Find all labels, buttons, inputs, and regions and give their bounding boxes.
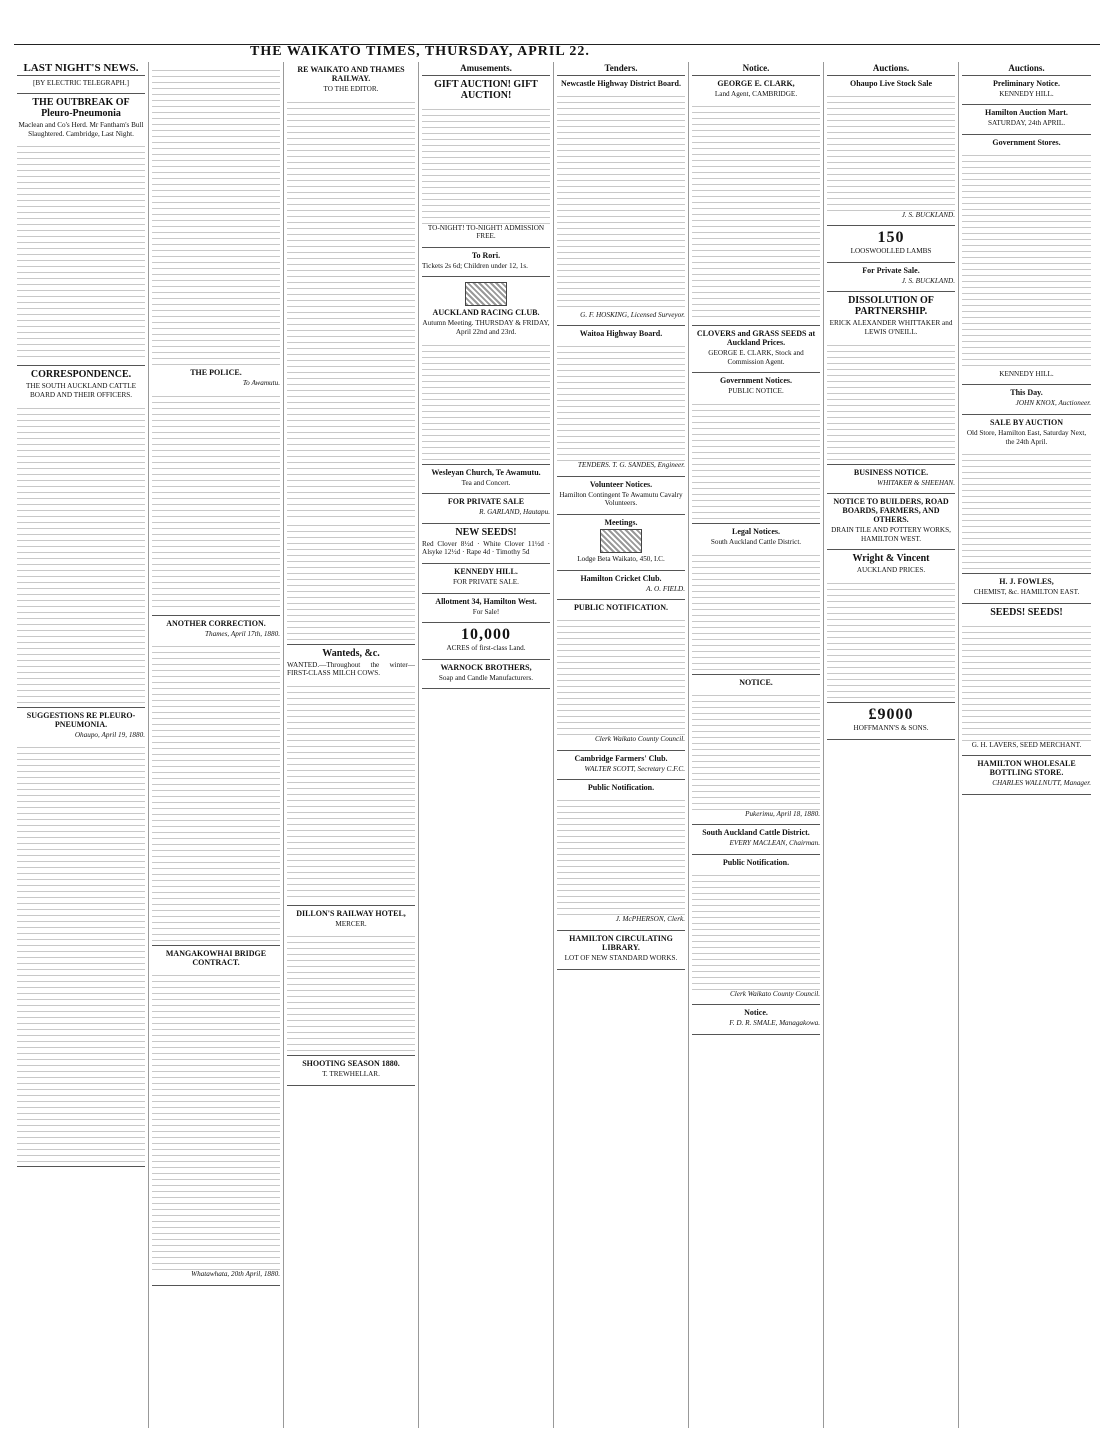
ad-headline-number: 150 <box>877 229 905 247</box>
private-sale-ad <box>422 494 550 524</box>
column-heading: Amusements. <box>422 62 550 76</box>
public-notification <box>692 855 820 1006</box>
telegraph-byline: [BY ELECTRIC TELEGRAPH.] <box>32 78 130 87</box>
column-heading: Auctions. <box>827 62 955 76</box>
ad-body-text <box>692 690 820 810</box>
ad-heading: NOTICE TO BUILDERS, ROAD BOARDS, FARMERS, AND OTHERS. <box>833 497 949 525</box>
ad-heading: WARNOCK BROTHERS, <box>440 662 532 672</box>
column-3 <box>284 62 419 1428</box>
ad-heading: H. J. FOWLES, <box>999 577 1054 587</box>
ad-text: LOT OF NEW STANDARD WORKS. <box>564 953 678 962</box>
masthead <box>0 0 1114 60</box>
ad-body-text <box>422 340 550 460</box>
wanted-ads <box>287 645 415 906</box>
ad-body-text <box>557 341 685 461</box>
ad-body-text <box>557 91 685 311</box>
cattle-district-notice <box>692 825 820 855</box>
ad-body-text <box>962 621 1091 741</box>
article-body-text <box>17 403 145 703</box>
article-heading: MANGAKOWHAI BRIDGE CONTRACT. <box>165 949 267 968</box>
article-heading: CORRESPONDENCE. <box>30 369 132 381</box>
ad-heading: Notice. <box>744 1008 768 1018</box>
land-agent-ad <box>692 76 820 327</box>
warnock-ad <box>422 660 550 690</box>
ad-text: Old Store, Hamilton East, Saturday Next, the 24th April. <box>966 428 1087 446</box>
ad-text: PUBLIC NOTICE. <box>728 387 784 396</box>
seed-merchant-ad <box>962 604 1091 757</box>
ad-signature: Clerk Waikato County Council. <box>730 989 820 998</box>
chemist-ad <box>962 574 1091 604</box>
livestock-sale-ad <box>827 76 955 227</box>
ad-heading: NEW SEEDS! <box>455 526 517 538</box>
ad-heading: FOR PRIVATE SALE <box>447 497 525 507</box>
ad-heading: SEEDS! SEEDS! <box>990 606 1063 618</box>
ad-text: Land Agent, CAMBRIDGE. <box>714 89 798 98</box>
article-body-text <box>152 641 280 941</box>
ad-heading: Cambridge Farmers' Club. <box>574 753 668 763</box>
ad-text: CHEMIST, &c. HAMILTON EAST. <box>973 588 1080 597</box>
ad-signature: KENNEDY HILL. <box>999 89 1054 98</box>
ad-text: GEORGE E. CLARK, Stock and Commission Agent. <box>708 349 804 366</box>
article <box>287 62 415 645</box>
bottling-store-ad <box>962 756 1091 795</box>
piano-ad <box>827 703 955 740</box>
ad-heading: For Private Sale. <box>862 265 920 275</box>
ad-heading: Volunteer Notices. <box>589 479 653 489</box>
ad-signature: J. McPHERSON, Clerk. <box>615 915 685 924</box>
article-heading: THE POLICE. <box>190 368 242 377</box>
column-6 <box>689 62 824 1428</box>
ad-signature: KENNEDY HILL. <box>999 369 1054 378</box>
ad-signature: WHITAKER & SHEEHAN. <box>877 478 955 487</box>
ad-signature: J. S. BUCKLAND. <box>901 210 955 219</box>
ad-heading: Public Notification. <box>587 783 655 793</box>
ad-text: AUCKLAND PRICES. <box>856 566 926 575</box>
cricket-notice <box>557 571 685 601</box>
ad-heading: Ohaupo Live Stock Sale <box>849 78 932 88</box>
ad-body-text <box>692 101 820 321</box>
ad-text: ERICK ALEXANDER WHITTAKER and LEWIS O'NEILL. <box>829 319 953 336</box>
ad-text: Hamilton Contingent Te Awamutu Cavalry Volunteers. <box>559 490 683 508</box>
ad-signature: F. D. R. SMALE, Managakowa. <box>729 1019 820 1028</box>
column-heading: LAST NIGHT'S NEWS. <box>17 62 145 76</box>
ad-body-text <box>692 870 820 990</box>
article-body-text <box>17 141 145 361</box>
seeds-ad <box>692 326 820 373</box>
ad-signature: JOHN KNOX, Auctioneer. <box>1015 399 1091 408</box>
ad-text: G. H. LAVERS, SEED MERCHANT. <box>971 740 1082 749</box>
ad-headline-number: £9000 <box>868 705 914 723</box>
preliminary-notice <box>962 76 1091 106</box>
article <box>17 366 145 707</box>
telegraph-notice <box>17 76 145 95</box>
ad-heading: Government Stores. <box>992 137 1061 147</box>
land-ad <box>422 623 550 660</box>
ad-heading: NOTICE. <box>739 677 773 687</box>
article <box>152 946 280 1286</box>
ad-headline-number: 10,000 <box>461 626 511 644</box>
this-day-ad <box>962 385 1091 415</box>
ad-heading: HAMILTON CIRCULATING LIBRARY. <box>569 933 673 952</box>
ad-body-text <box>827 340 955 460</box>
article-body-text <box>287 97 415 517</box>
ad-text: For Sale! <box>472 607 500 616</box>
article-body-text <box>152 65 280 365</box>
ad-text: Lodge Beta Waikato, 450, I.C. <box>577 554 665 563</box>
article <box>17 708 145 1168</box>
ad-heading: PUBLIC NOTIFICATION. <box>573 603 669 613</box>
ad-heading: To Rori. <box>471 250 501 260</box>
gift-auction-ad <box>422 76 550 248</box>
article-heading: RE WAIKATO AND THAMES RAILWAY. <box>297 65 405 83</box>
ad-heading: South Auckland Cattle District. <box>702 828 810 838</box>
church-ad <box>422 465 550 495</box>
ad-heading: GIFT AUCTION! GIFT AUCTION! <box>434 78 538 101</box>
legal-notice <box>692 524 820 675</box>
ad-signature: A. O. FIELD. <box>646 584 685 593</box>
article-body-text <box>287 520 415 640</box>
ad-heading: Newcastle Highway District Board. <box>561 78 681 88</box>
article-dateline: Ohaupo, April 19, 1880. <box>74 730 145 739</box>
article-body-text <box>17 742 145 1162</box>
dissolution-notice <box>827 292 955 464</box>
lodge-emblem-icon <box>600 529 642 553</box>
ad-heading: Waitoa Highway Board. <box>579 329 663 339</box>
ad-heading: Meetings. <box>604 517 638 527</box>
ad-heading: Government Notices. <box>720 376 792 386</box>
ad-body-text <box>422 104 550 224</box>
newspaper-title: THE WAIKATO TIMES, THURSDAY, APRIL 22. <box>250 44 590 59</box>
ad-body-text <box>962 150 1091 370</box>
column-2 <box>149 62 284 1428</box>
farmers-club-notice <box>557 751 685 781</box>
ad-text: ACRES of first-class Land. <box>446 644 526 653</box>
wright-vincent-ad <box>827 550 955 703</box>
ad-text: FOR PRIVATE SALE. <box>453 577 519 586</box>
auction-sale-ad <box>962 415 1091 574</box>
ad-text: Soap and Candle Manufacturers. <box>438 673 534 682</box>
notice <box>692 675 820 826</box>
column-heading: Tenders. <box>557 62 685 76</box>
ad-text: South Auckland Cattle District. <box>710 537 802 546</box>
builders-notice <box>827 494 955 550</box>
ad-heading: DILLON'S RAILWAY HOTEL, <box>296 908 406 918</box>
horse-woodcut-icon <box>465 282 507 306</box>
ad-signature: Clerk Waikato County Council. <box>595 735 685 744</box>
ad-text: HOFFMANN'S & SONS. <box>853 723 929 732</box>
ad-body-text <box>692 399 820 519</box>
business-notice <box>827 465 955 495</box>
ad-text: Autumn Meeting. THURSDAY & FRIDAY, April 22nd and 23rd. <box>422 319 550 336</box>
ad-heading: BUSINESS NOTICE. <box>853 467 929 477</box>
ad-heading: Allotment 34, Hamilton West. <box>435 596 537 606</box>
ad-signature: Pukerimu, April 18, 1880. <box>745 809 820 818</box>
ad-signature: R. GARLAND, Hautapu. <box>479 508 550 517</box>
ad-text: WANTED.—Throughout the winter—FIRST-CLASS MILCH COWS. <box>287 660 415 678</box>
ad-body-text <box>287 931 415 1051</box>
article-heading: THE OUTBREAK OF Pleuro-Pneumonia <box>32 97 130 120</box>
ad-heading: Hamilton Cricket Club. <box>580 573 662 583</box>
ad-text: LOOSWOOLLED LAMBS <box>850 247 932 256</box>
ad-heading: Preliminary Notice. <box>993 78 1060 88</box>
ad-text: Tickets 2s 6d; Children under 12, 1s. <box>422 261 528 270</box>
tender-notice <box>557 76 685 327</box>
ad-signature: EVERY MACLEAN, Chairman. <box>729 839 820 848</box>
ad-body-text <box>827 91 955 211</box>
ad-heading: KENNEDY HILL. <box>454 566 518 576</box>
column-4 <box>419 62 554 1428</box>
ad-heading: Legal Notices. <box>732 526 780 536</box>
ad-body-text <box>962 449 1091 569</box>
ad-signature: TENDERS. T. G. SANDES, Engineer. <box>577 461 685 470</box>
library-ad <box>557 931 685 970</box>
ad-body-text <box>827 578 955 698</box>
ad-signature: G. F. HOSKING, Licensed Surveyor. <box>580 310 685 319</box>
ad-subheading: MERCER. <box>335 919 367 928</box>
article <box>17 94 145 366</box>
article-dateline: Whatawhata, 20th April, 1880. <box>191 1270 280 1279</box>
notice <box>692 1005 820 1035</box>
volunteer-notice <box>557 477 685 515</box>
hotel-ad <box>287 906 415 1057</box>
ad-signature: J. S. BUCKLAND. <box>901 276 955 285</box>
column-8 <box>959 62 1094 1428</box>
ad-text: DRAIN TILE AND POTTERY WORKS, HAMILTON WEST. <box>831 526 951 543</box>
article-dateline: Thames, April 17th, 1880. <box>205 629 280 638</box>
column-1 <box>14 62 149 1428</box>
ad-heading: DISSOLUTION OF PARTNERSHIP. <box>848 295 934 318</box>
ad-heading: CLOVERS and GRASS SEEDS at Auckland Prices. <box>696 329 816 348</box>
article-subheading: Maclean and Co's Herd. Mr Fantham's Bull Slaughtered. Cambridge, Last Night. <box>18 121 144 138</box>
ad-body-text <box>692 550 820 670</box>
ad-heading: GEORGE E. CLARK, <box>717 78 795 88</box>
column-5 <box>554 62 689 1428</box>
ad-heading: Public Notification. <box>722 857 790 867</box>
tender-notice <box>557 326 685 477</box>
public-notification <box>557 780 685 931</box>
seeds-ad <box>422 524 550 564</box>
government-notice <box>692 373 820 524</box>
ad-heading: This Day. <box>1010 388 1043 398</box>
ad-body-text <box>557 795 685 915</box>
ad-text: Red Clover 8½d · White Clover 11½d · Alsyke 12½d · Rape 4d · Timothy 5d <box>422 539 550 557</box>
private-sale-ad <box>827 263 955 293</box>
allotment-ad <box>422 594 550 624</box>
ad-text: SATURDAY, 24th APRIL. <box>987 119 1066 128</box>
kennedy-hill-ad <box>422 564 550 594</box>
ad-heading: Hamilton Auction Mart. <box>985 108 1068 118</box>
article <box>152 616 280 947</box>
column-7 <box>824 62 959 1428</box>
lambs-ad <box>827 226 955 263</box>
article-body-text <box>152 391 280 611</box>
article-subheading: TO THE EDITOR. <box>323 85 379 93</box>
ad-signature: CHARLES WALLNUTT, Manager. <box>992 779 1091 788</box>
ad-text: Tea and Concert. <box>461 478 511 487</box>
ad-body-text <box>557 615 685 735</box>
article <box>152 365 280 616</box>
soiree-ad <box>422 248 550 278</box>
ad-heading: Wright & Vincent <box>852 553 930 565</box>
meeting-notice <box>557 515 685 571</box>
article-dateline: To Awamutu. <box>242 379 280 387</box>
article-heading: ANOTHER CORRECTION. <box>166 618 266 628</box>
ad-heading: SHOOTING SEASON 1880. <box>302 1059 400 1069</box>
racing-club-ad <box>422 277 550 464</box>
ad-text: TO-NIGHT! TO-NIGHT! ADMISSION FREE. <box>427 223 545 241</box>
ad-heading: AUCKLAND RACING CLUB. <box>432 308 540 318</box>
column-heading: Notice. <box>692 62 820 76</box>
ad-heading: Wesleyan Church, Te Awamutu. <box>431 467 541 477</box>
government-stores-ad <box>962 135 1091 386</box>
auction-mart-ad <box>962 105 1091 135</box>
ad-heading: HAMILTON WHOLESALE BOTTLING STORE. <box>977 759 1076 778</box>
article-subheading: THE SOUTH AUCKLAND CATTLE BOARD AND THEIR OFFICERS. <box>25 382 136 399</box>
ad-signature: WALTER SCOTT, Secretary C.F.C. <box>584 764 685 773</box>
shooting-ad <box>287 1056 415 1086</box>
article-body-text <box>152 970 280 1270</box>
public-notification <box>557 600 685 751</box>
column-heading: Auctions. <box>962 62 1091 76</box>
newspaper-columns <box>14 62 1100 1428</box>
ad-signature: T. TREWHELLAR. <box>322 1070 380 1079</box>
article-heading: SUGGESTIONS RE PLEURO-PNEUMONIA. <box>26 710 136 729</box>
ad-heading: SALE BY AUCTION <box>989 417 1064 427</box>
section-heading: Wanteds, &c. <box>322 647 380 659</box>
ad-body-text <box>287 681 415 901</box>
